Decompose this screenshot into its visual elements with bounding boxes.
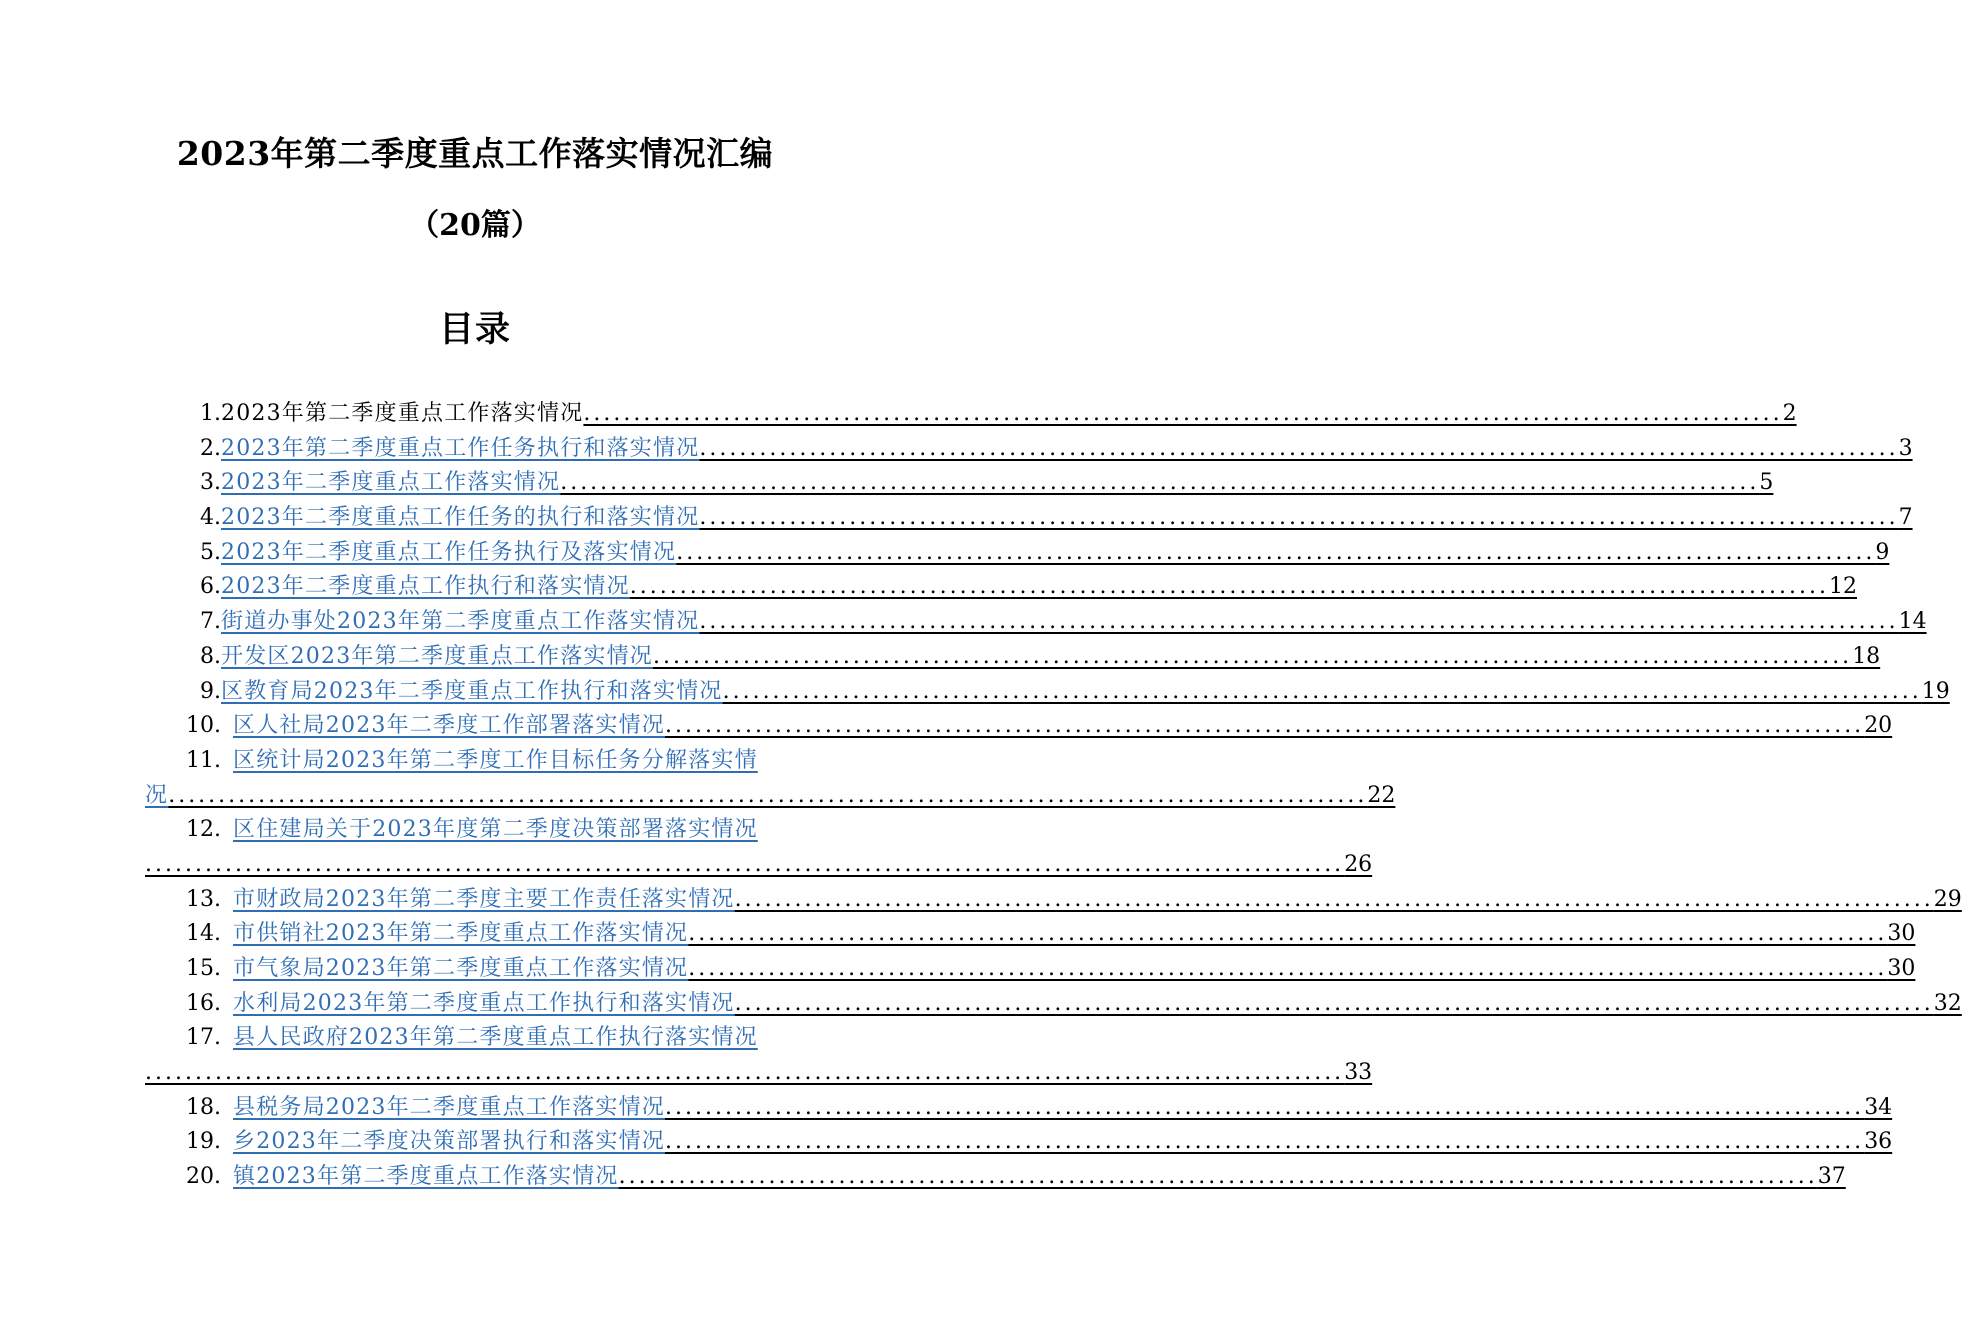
toc-dot-leader: ........................................................................................................................ (560, 470, 1760, 496)
toc-entry-line[interactable] (233, 1125, 1893, 1160)
toc-entry[interactable] (0, 1125, 1893, 1160)
toc-entry[interactable] (0, 744, 950, 779)
toc-entry-title[interactable]: 市气象局2023年第二季度重点工作落实情况 (233, 956, 689, 981)
toc-entry-number: 7. (200, 609, 221, 635)
toc-entry-title[interactable]: 街道办事处2023年第二季度重点工作落实情况 (221, 609, 700, 635)
toc-entry-line[interactable] (233, 1021, 805, 1056)
toc-entry-title[interactable]: 开发区2023年第二季度重点工作落实情况 (221, 643, 653, 669)
toc-page-number: 9 (1875, 539, 1890, 565)
toc-page-number: 34 (1864, 1094, 1893, 1120)
toc-entry[interactable] (0, 570, 1857, 605)
toc-page-number: 3 (1898, 435, 1913, 461)
toc-page-number: 30 (1887, 921, 1916, 947)
toc-page-number: 26 (1344, 851, 1373, 877)
toc-page-number: 19 (1921, 678, 1950, 704)
toc-page-number: 37 (1817, 1164, 1846, 1190)
toc-entry-continuation[interactable] (0, 1056, 1373, 1091)
toc-dot-leader: ........................................................................................................................ (145, 851, 1345, 877)
toc-page-number: 29 (1933, 886, 1962, 912)
toc-dot-leader: ........................................................................................................................ (618, 1164, 1818, 1190)
toc-entry-title: 2023年第二季度重点工作落实情况 (221, 401, 584, 426)
toc-entry-number: 19. (186, 1129, 221, 1155)
document-title: 2023年第二季度重点工作落实情况汇编 (176, 134, 774, 173)
toc-entry-title[interactable]: 水利局2023年第二季度重点工作执行和落实情况 (233, 990, 735, 1016)
toc-entry-number: 17. (186, 1025, 221, 1051)
toc-entry[interactable] (0, 605, 1927, 640)
toc-page-number: 14 (1898, 609, 1927, 635)
toc-entry (0, 397, 1797, 432)
toc-entry-line[interactable] (145, 779, 1396, 814)
toc-entry-number: 4. (200, 505, 221, 531)
toc-entry-title[interactable]: 2023年二季度重点工作任务的执行和落实情况 (221, 505, 700, 531)
toc-entry-line[interactable] (233, 1160, 1846, 1195)
toc-entry-number: 10. (186, 713, 221, 739)
toc-entry-title[interactable]: 区住建局关于2023年度第二季度决策部署落实情况 (233, 817, 758, 843)
toc-entry-number: 9. (200, 678, 221, 704)
toc-entry-number: 16. (186, 990, 221, 1016)
toc-entry[interactable] (0, 813, 950, 848)
toc-entry-line (221, 397, 1797, 432)
toc-entry[interactable] (0, 709, 1893, 744)
toc-dot-leader: ........................................................................................................................ (676, 539, 1876, 565)
toc-entry-continuation[interactable] (0, 779, 1396, 814)
toc-entry-line[interactable] (221, 675, 1950, 710)
toc-entry-number: 6. (200, 574, 221, 600)
toc-entry-title[interactable]: 市财政局2023年第二季度主要工作责任落实情况 (233, 886, 735, 912)
toc-entry-number: 14. (186, 921, 221, 947)
toc-dot-leader: ........................................................................................................................ (699, 609, 1899, 635)
toc-entry-number: 5. (200, 539, 221, 565)
toc-page-number: 7 (1898, 505, 1913, 531)
toc-dot-leader: ........................................................................................................................ (722, 678, 1922, 704)
toc-entry[interactable] (0, 1091, 1893, 1126)
toc-page-number: 32 (1933, 990, 1962, 1016)
toc-dot-leader: ........................................................................................................................ (699, 435, 1899, 461)
toc-entry[interactable] (0, 432, 1913, 467)
toc-entry-line[interactable] (233, 917, 1916, 952)
toc-entry-number: 13. (186, 886, 221, 912)
toc-entry-line[interactable] (221, 466, 1774, 501)
toc-entry-line[interactable] (145, 1056, 1373, 1091)
toc-page-number: 2 (1782, 401, 1797, 426)
toc-dot-leader: ........................................................................................................................ (688, 956, 1888, 981)
toc-entry-line[interactable] (233, 987, 1962, 1022)
toc-entry-continuation[interactable] (0, 848, 1373, 883)
toc-entry-title[interactable]: 2023年二季度重点工作执行和落实情况 (221, 574, 630, 600)
table-of-contents (0, 397, 1962, 1195)
toc-entry-line[interactable] (145, 848, 1373, 883)
toc-entry[interactable] (0, 1160, 1846, 1195)
toc-dot-leader: ........................................................................................................................ (665, 1129, 1865, 1155)
toc-entry[interactable] (0, 883, 1962, 918)
toc-entry-title[interactable]: 况 (145, 782, 169, 808)
toc-entry-number: 20. (186, 1164, 221, 1190)
toc-page-number: 12 (1828, 574, 1857, 600)
toc-entry-title[interactable]: 2023年第二季度重点工作任务执行和落实情况 (221, 435, 700, 461)
toc-entry-title[interactable]: 县税务局2023年二季度重点工作落实情况 (233, 1094, 665, 1120)
toc-entry-number: 3. (200, 470, 221, 496)
toc-page-number: 36 (1864, 1129, 1893, 1155)
toc-dot-leader: ........................................................................................................................ (734, 886, 1934, 912)
toc-entry-line[interactable] (221, 536, 1890, 571)
toc-entry-line[interactable] (221, 501, 1913, 536)
toc-page-number: 30 (1887, 956, 1916, 981)
toc-dot-leader: ........................................................................................................................ (734, 990, 1934, 1016)
toc-entry-number: 2. (200, 435, 221, 461)
toc-entry-number: 12. (186, 817, 221, 843)
toc-page-number: 5 (1759, 470, 1774, 496)
toc-dot-leader: ........................................................................................................................ (699, 505, 1899, 531)
toc-entry-number: 15. (186, 956, 221, 981)
toc-entry-title[interactable]: 镇2023年第二季度重点工作落实情况 (233, 1164, 619, 1190)
toc-entry-line[interactable] (221, 605, 1927, 640)
toc-entry-line[interactable] (233, 1091, 1893, 1126)
toc-entry-title[interactable]: 区教育局2023年二季度重点工作执行和落实情况 (221, 678, 723, 704)
toc-entry-title[interactable]: 2023年二季度重点工作任务执行及落实情况 (221, 539, 677, 565)
toc-dot-leader: ........................................................................................................................ (168, 782, 1368, 808)
toc-heading: 目录 (438, 309, 511, 350)
toc-entry-line[interactable] (233, 813, 805, 848)
toc-dot-leader: ........................................................................................................................ (145, 1060, 1345, 1086)
toc-page-number: 33 (1344, 1060, 1373, 1086)
toc-entry-line[interactable] (221, 570, 1857, 605)
toc-entry-number: 1. (200, 401, 221, 426)
toc-entry-number: 8. (200, 643, 221, 669)
toc-entry-title[interactable]: 区人社局2023年二季度工作部署落实情况 (233, 713, 665, 739)
toc-entry-line[interactable] (233, 744, 805, 779)
toc-entry[interactable] (0, 917, 1916, 952)
toc-entry-line[interactable] (221, 432, 1913, 467)
toc-entry-line[interactable] (233, 883, 1962, 918)
toc-dot-leader: ........................................................................................................................ (629, 574, 1829, 600)
toc-entry-title[interactable]: 市供销社2023年第二季度重点工作落实情况 (233, 921, 689, 947)
toc-dot-leader: ........................................................................................................................ (665, 1094, 1865, 1120)
toc-entry-title[interactable]: 县人民政府2023年第二季度重点工作执行落实情况 (233, 1025, 758, 1051)
toc-entry-line[interactable] (233, 952, 1916, 987)
toc-dot-leader: ........................................................................................................................ (688, 921, 1888, 947)
toc-entry-number: 11. (186, 747, 221, 773)
toc-entry[interactable] (0, 675, 1950, 710)
toc-entry-title[interactable]: 乡2023年二季度决策部署执行和落实情况 (233, 1129, 665, 1155)
toc-page-number: 22 (1367, 782, 1396, 808)
toc-entry[interactable] (0, 536, 1890, 571)
toc-entry[interactable] (0, 1021, 950, 1056)
toc-entry-number: 18. (186, 1094, 221, 1120)
toc-entry-title[interactable]: 2023年二季度重点工作落实情况 (221, 470, 561, 496)
toc-entry[interactable] (0, 640, 1881, 675)
toc-dot-leader: ........................................................................................................................ (583, 401, 1783, 426)
toc-entry-line[interactable] (221, 640, 1881, 675)
document-subtitle: （20篇） (409, 208, 541, 243)
toc-dot-leader: ........................................................................................................................ (653, 643, 1853, 669)
toc-entry[interactable] (0, 466, 1774, 501)
toc-page-number: 20 (1864, 713, 1893, 739)
toc-page-number: 18 (1852, 643, 1881, 669)
toc-dot-leader: ........................................................................................................................ (665, 713, 1865, 739)
toc-entry-line[interactable] (233, 709, 1893, 744)
toc-entry[interactable] (0, 987, 1962, 1022)
toc-entry[interactable] (0, 501, 1913, 536)
toc-entry[interactable] (0, 952, 1916, 987)
toc-entry-title[interactable]: 区统计局2023年第二季度工作目标任务分解落实情 (233, 747, 758, 773)
